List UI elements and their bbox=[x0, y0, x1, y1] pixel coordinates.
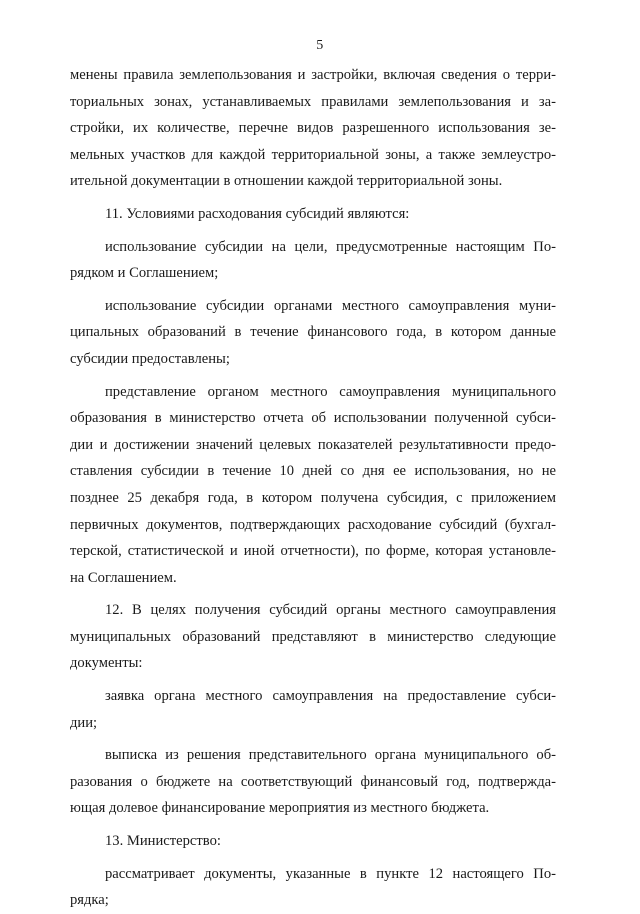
text-line: рассматривает документы, указанные в пункте 12 настоящего По- bbox=[105, 865, 556, 882]
text-line: мельных участков для каждой территориальной зоны, а также землеустро- bbox=[70, 146, 556, 163]
text-line: позднее 25 декабря года, в котором получена субсидия, с приложением bbox=[70, 489, 556, 506]
text-line: представление органом местного самоуправления муниципального bbox=[105, 383, 556, 400]
text-line: дии; bbox=[70, 714, 98, 731]
text-line: документы: bbox=[70, 655, 143, 672]
paragraph bbox=[70, 379, 556, 592]
text-line: 13. Министерство: bbox=[105, 833, 221, 850]
paragraph bbox=[70, 597, 556, 677]
text-line: на Соглашением. bbox=[70, 569, 177, 586]
text-line: муниципальных образований представляют в министерство следующие bbox=[70, 628, 556, 645]
paragraph bbox=[70, 742, 556, 822]
paragraph bbox=[70, 683, 556, 736]
text-line: разования о бюджете на соответствующий финансовый год, подтвержда- bbox=[70, 773, 556, 790]
text-line: ципальных образований в течение финансового года, в котором данные bbox=[70, 324, 556, 341]
text-line: менены правила землепользования и застройки, включая сведения о терри- bbox=[70, 67, 556, 83]
paragraph bbox=[70, 201, 556, 228]
text-line: ставления субсидии в течение 10 дней со дня ее использования, но не bbox=[70, 463, 556, 480]
paragraph bbox=[70, 861, 556, 914]
text-line: заявка органа местного самоуправления на предоставление субси- bbox=[105, 688, 556, 705]
text-line: дии и достижении значений целевых показателей результативности предо- bbox=[70, 436, 556, 453]
text-line: ториальных зонах, устанавливаемых правилами землепользования и за- bbox=[70, 93, 556, 110]
document-body bbox=[70, 62, 556, 914]
text-line: терской, статистической и иной отчетности), по форме, которая установле- bbox=[70, 543, 556, 560]
text-line: первичных документов, подтверждающих расходование субсидий (бухгал- bbox=[70, 516, 556, 533]
paragraph bbox=[70, 293, 556, 373]
page-number: 5 bbox=[316, 38, 324, 53]
paragraph bbox=[70, 234, 556, 287]
text-line: использование субсидии на цели, предусмотренные настоящим По- bbox=[105, 238, 556, 255]
text-line: стройки, их количестве, перечне видов разрешенного использования зе- bbox=[70, 120, 556, 137]
text-line: ительной документации в отношении каждой территориальной зоны. bbox=[70, 173, 503, 190]
text-line: 11. Условиями расходования субсидий являются: bbox=[105, 205, 410, 222]
text-line: рядка; bbox=[70, 892, 109, 909]
text-line: субсидии предоставлены; bbox=[70, 350, 230, 367]
paragraph bbox=[70, 62, 556, 195]
text-line: образования в министерство отчета об использовании полученной субси- bbox=[70, 410, 556, 427]
text-line: 12. В целях получения субсидий органы местного самоуправления bbox=[105, 602, 556, 619]
paragraph bbox=[70, 828, 556, 855]
text-line: выписка из решения представительного органа муниципального об- bbox=[105, 747, 556, 764]
text-line: ющая долевое финансирование мероприятия из местного бюджета. bbox=[70, 800, 490, 817]
text-line: использование субсидии органами местного самоуправления муни- bbox=[105, 297, 556, 314]
text-line: рядком и Соглашением; bbox=[70, 265, 219, 282]
